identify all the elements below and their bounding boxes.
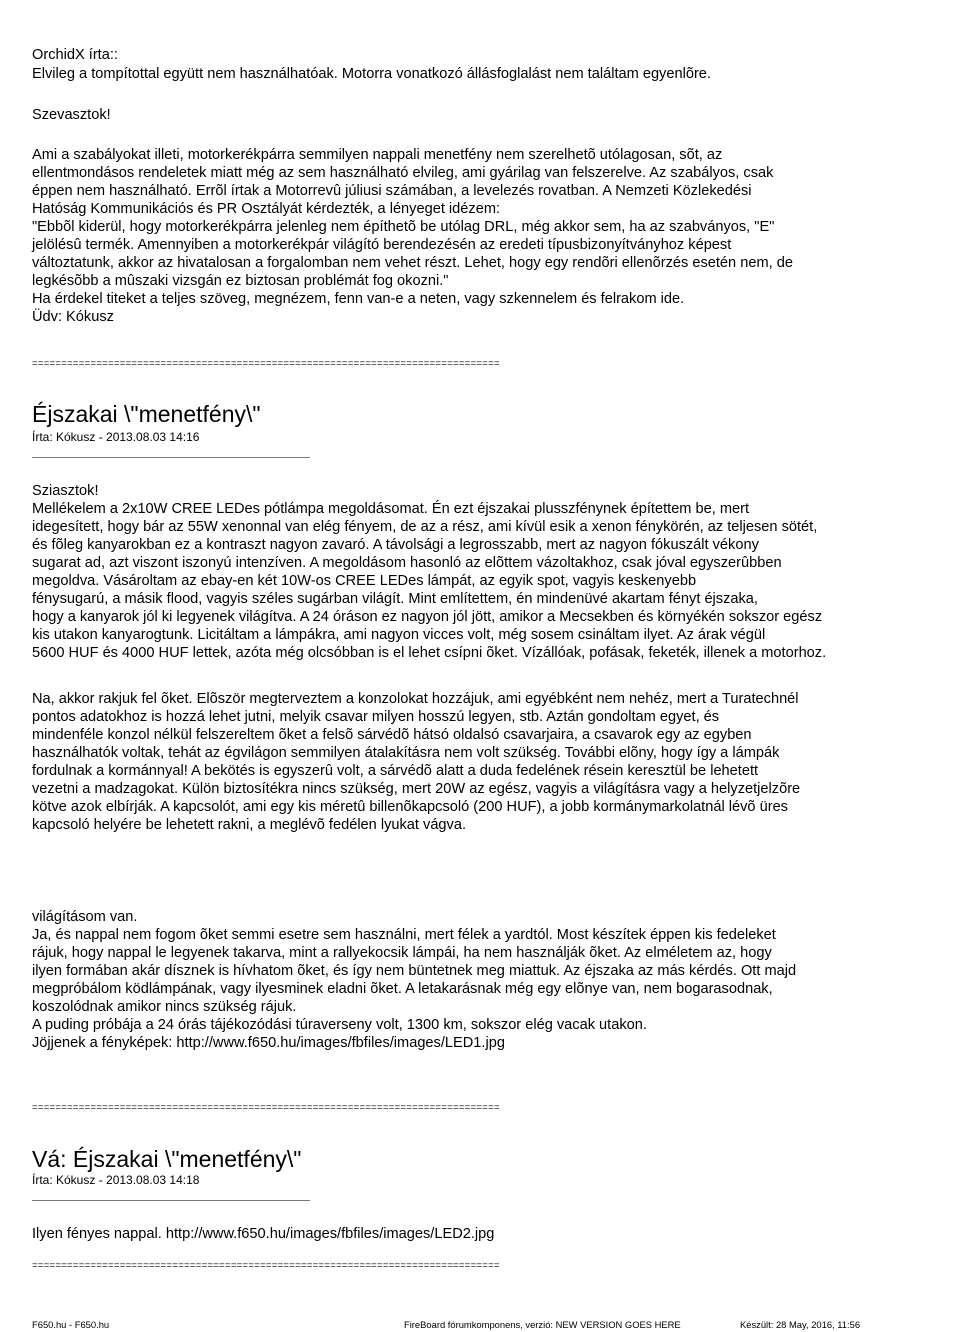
footer-site: F650.hu - F650.hu (32, 1319, 110, 1330)
post-meta: Írta: Kókusz - 2013.08.03 14:18 (32, 1173, 200, 1187)
post-text-line: koszolódnak amikor nincs szükség rájuk. (32, 999, 297, 1015)
post-text-line: A puding próbája a 24 órás tájékozódási túraverseny volt, 1300 km, sokszor elég vacak utakon. (32, 1017, 647, 1033)
post-text-line: pontos adatokhoz is hozzá lehet jutni, melyik csavar milyen hosszú legyen, stb. Aztán gondoltam egyet, és (32, 709, 720, 725)
body-text-line: "Ebbõl kiderül, hogy motorkerékpárra jelenleg nem építhetõ be utólag DRL, még akkor sem, ha az szabványos, "E" (32, 219, 775, 235)
body-text-line: Ha érdekel titeket a teljes szöveg, megnézem, fenn van-e a neten, vagy szkennelem és felrakom ide. (32, 291, 685, 307)
post-title: Vá: Éjszakai \"menetfény\" (32, 1146, 302, 1172)
post-meta: Írta: Kókusz - 2013.08.03 14:16 (32, 430, 200, 444)
post-divider (32, 457, 310, 458)
post-text-line: kötve azok elbírják. A kapcsolót, ami egy kis méretû billenõkapcsoló (200 HUF), a jobb kormánymarkolatnál lévõ üres (32, 799, 788, 815)
body-text-line: ellentmondásos rendeletek miatt még az sem használható elvileg, ami gyárilag van felszerelve. Az szabályos, csak (32, 165, 774, 181)
quote-text-line: Elvileg a tompítottal együtt nem használhatóak. Motorra vonatkozó állásfoglalást nem találtam egyenlõre. (32, 66, 711, 82)
post-text-line: mindenféle konzol nélkül felszereltem õket a felsõ sárvédõ hátsó oldalsó csavarjaira, a csavarok egy az egyben (32, 727, 752, 743)
post-text-line: hogy a kanyarok jól ki legyenek világítva. A 24 óráson ez nagyon jól jött, amikor a Mecsekben és környékén sokszor egész (32, 609, 823, 625)
body-text-line: változtatunk, akkor az hivatalosan a forgalomban nem vehet részt. Lehet, hogy egy rendõri ellenõrzés esetén nem, de (32, 255, 793, 271)
post-text-line: megpróbálom ködlámpának, vagy ilyesminek eladni õket. A letakarásnak még egy elõnye van, nem bogarasodnak, (32, 981, 773, 997)
signature-line: Üdv: Kókusz (32, 309, 114, 325)
body-text-line: éppen nem használható. Errõl írtak a Motorrevû júliusi számában, a levelezés rovatban. A Nemzeti Közlekedési (32, 183, 752, 199)
post-title: Éjszakai \"menetfény\" (32, 401, 261, 427)
body-text-line: jelölésû termék. Amennyiben a motorkerékpár világító berendezésén az eredeti típusbizonyítványhoz képest (32, 237, 732, 253)
post-text-line: 5600 HUF és 4000 HUF lettek, azóta még olcsóbban is el lehet csípni õket. Vízállóak, pofásak, feketék, illenek a motorhoz. (32, 645, 827, 661)
post-text-line: Ja, és nappal nem fogom õket semmi esetre sem használni, mert félek a yardtól. Most készítek éppen kis fedeleket (32, 927, 776, 943)
post-text-line: kapcsoló helyére be lehetett rakni, a meglévõ fedélen lyukat vágva. (32, 817, 467, 833)
post-text-line: sugarat ad, azt viszont iszonyú intenzíven. A megoldásom hasonló az elõttem vázoltakhoz, csak jóval egyszerûbben (32, 555, 782, 571)
post-text-line: fénysugarú, a másik flood, vagyis széles sugárban világít. Mint említettem, én mindenüvé akartam fényt éjszaka, (32, 591, 758, 607)
post-text-line: ilyen formában akár dísznek is hívhatom õket, és így nem büntetnek meg miattuk. Az éjszaka az más kérdés. Ott majd (32, 963, 797, 979)
post-text-line: és fõleg kanyarokban ez a kontraszt nagyon zavaró. A távolsági a legrosszabb, mert az nagyon fókuszált vékony (32, 537, 759, 553)
post-text-line: fordulnak a kormánnyal! A bekötés is egyszerû volt, a sárvédõ alatt a duda fedelének résein keresztül be lehetett (32, 763, 759, 779)
post-text-line: rájuk, hogy nappal le legyenek takarva, mint a rallyekocsik lámpái, ha nem használják õket. Az elméletem az, hogy (32, 945, 772, 961)
post-text-line: Mellékelem a 2x10W CREE LEDes pótlámpa megoldásomat. Én ezt éjszakai plusszfénynek építettem be, mert (32, 501, 750, 517)
footer-created: Készült: 28 May, 2016, 11:56 (740, 1319, 861, 1330)
post-text-line: kis utakon kanyarogtunk. Licitáltam a lámpákra, ami nagyon vicces volt, még sosem csináltam ilyet. Az árak végül (32, 627, 766, 643)
separator-line: ================================================================================ (32, 358, 500, 369)
post-text-line: Jöjjenek a fényképek: http://www.f650.hu/images/fbfiles/images/LED1.jpg (32, 1035, 505, 1051)
post-text-line: Na, akkor rakjuk fel õket. Elõször megterveztem a konzolokat hozzájuk, ami egyébként nem nehéz, mert a Turatechnél (32, 691, 799, 707)
body-text-line: Hatóság Kommunikációs és PR Osztályát kérdezték, a lényeget idézem: (32, 201, 501, 217)
separator-line: ================================================================================ (32, 1260, 500, 1271)
quote-author-line: OrchidX írta:: (32, 47, 118, 63)
post-text-line: Ilyen fényes nappal. http://www.f650.hu/images/fbfiles/images/LED2.jpg (32, 1226, 495, 1242)
footer-component: FireBoard fórumkomponens, verzió: NEW VERSION GOES HERE (404, 1319, 681, 1330)
post-text-line: világításom van. (32, 909, 138, 925)
post-divider (32, 1200, 310, 1201)
separator-line: ================================================================================ (32, 1102, 500, 1113)
post-text-line: megoldva. Vásároltam az ebay-en két 10W-os CREE LEDes lámpát, az egyik spot, vagyis keskenyebb (32, 573, 697, 589)
post-text-line: használhatók voltak, tehát az égvilágon semmilyen átalakításra nem volt szükség. További elõny, hogy így a lámpák (32, 745, 780, 761)
post-text-line: Sziasztok! (32, 483, 99, 499)
post-text-line: vezetni a madzagokat. Külön biztosítékra nincs szükség, mert 20W az egész, vagyis a világításra vagy a helyzetjelzõre (32, 781, 801, 797)
post-text-line: idegesített, hogy bár az 55W xenonnal van elég fényem, de az a rész, ami kívül esik a xenon fénykörén, az teljesen sötét, (32, 519, 818, 535)
body-text-line: legkésõbb a mûszaki vizsgán ez biztosan problémát fog okozni." (32, 273, 449, 289)
body-text-line: Ami a szabályokat illeti, motorkerékpárra semmilyen nappali menetfény nem szerelhetõ utólagosan, sõt, az (32, 147, 723, 163)
greeting-line: Szevasztok! (32, 107, 111, 123)
